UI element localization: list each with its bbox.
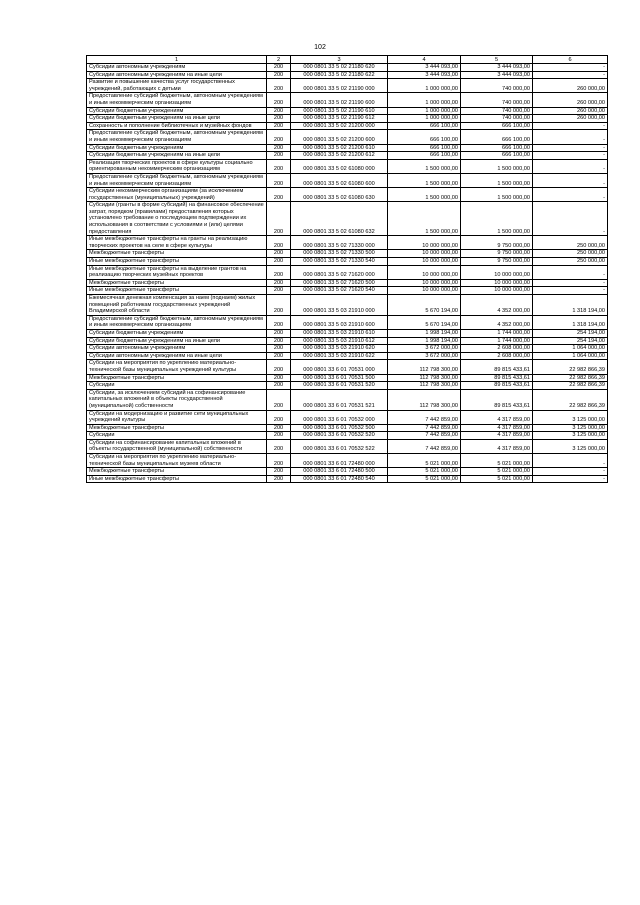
row-unexecuted: 1 318 194,00 (533, 315, 608, 329)
table-row (87, 258, 608, 266)
row-line-code: 200 (267, 265, 291, 279)
row-approved: 1 000 000,00 (388, 93, 461, 107)
row-budget-code: 000 0801 33 5 02 21200 612 (291, 152, 388, 160)
table-row (87, 374, 608, 382)
table-row (87, 173, 608, 187)
row-approved: 7 442 859,00 (388, 439, 461, 453)
row-budget-code: 000 0801 33 6 01 70531 500 (291, 374, 388, 382)
column-header: 3 (291, 56, 388, 64)
row-unexecuted: 22 982 866,39 (533, 360, 608, 374)
row-name: Иные межбюджетные трансферты на гранты на реализацию творческих проектов на селе в сфере культуры (87, 236, 267, 250)
table-row (87, 389, 608, 410)
row-approved: 3 444 093,00 (388, 71, 461, 79)
row-line-code: 200 (267, 279, 291, 287)
row-name: Субсидии на софинансирование капитальных вложений в объекты государственной (муниципальной) собственности (87, 439, 267, 453)
column-header: 4 (388, 56, 461, 64)
row-line-code: 200 (267, 130, 291, 144)
row-executed: 89 815 433,61 (461, 360, 533, 374)
row-unexecuted: - (533, 265, 608, 279)
row-line-code: 200 (267, 93, 291, 107)
row-executed: 10 000 000,00 (461, 265, 533, 279)
row-name: Реализация творческих проектов в сфере культуры социально ориентированным некоммерческим организациям (87, 159, 267, 173)
row-unexecuted: 3 125 000,00 (533, 439, 608, 453)
row-budget-code: 000 0801 33 5 03 21910 000 (291, 295, 388, 316)
row-budget-code: 000 0801 33 5 02 21190 610 (291, 107, 388, 115)
column-header: 5 (461, 56, 533, 64)
row-name: Межбюджетные трансферты (87, 250, 267, 258)
budget-table (86, 55, 608, 483)
row-executed: 3 444 093,00 (461, 71, 533, 79)
row-executed: 740 000,00 (461, 93, 533, 107)
row-line-code: 200 (267, 115, 291, 123)
row-unexecuted: - (533, 71, 608, 79)
table-row (87, 432, 608, 440)
row-approved: 1 000 000,00 (388, 107, 461, 115)
row-executed: 10 000 000,00 (461, 279, 533, 287)
row-executed: 5 021 000,00 (461, 468, 533, 476)
row-budget-code: 000 0801 33 6 01 70531 000 (291, 360, 388, 374)
row-line-code: 200 (267, 475, 291, 483)
row-name: Субсидии автономным учреждениям на иные цели (87, 352, 267, 360)
row-executed: 1 744 000,00 (461, 329, 533, 337)
row-name: Межбюджетные трансферты (87, 279, 267, 287)
row-line-code: 200 (267, 258, 291, 266)
row-budget-code: 000 0801 33 5 03 21910 612 (291, 337, 388, 345)
row-approved: 5 670 194,00 (388, 295, 461, 316)
row-unexecuted: - (533, 468, 608, 476)
row-line-code: 200 (267, 64, 291, 72)
table-row (87, 345, 608, 353)
column-header: 1 (87, 56, 267, 64)
row-unexecuted: 260 000,00 (533, 93, 608, 107)
table-row (87, 352, 608, 360)
row-executed: 9 750 000,00 (461, 258, 533, 266)
row-name: Развитие и повышение качества услуг государственных учреждений, работающих с детьми (87, 79, 267, 93)
table-row (87, 315, 608, 329)
row-executed: 1 500 000,00 (461, 202, 533, 236)
row-approved: 5 021 000,00 (388, 475, 461, 483)
row-line-code: 200 (267, 107, 291, 115)
row-budget-code: 000 0801 33 5 02 21190 000 (291, 79, 388, 93)
row-name: Субсидии бюджетным учреждениям (87, 144, 267, 152)
row-executed: 2 608 000,00 (461, 352, 533, 360)
row-approved: 666 100,00 (388, 144, 461, 152)
row-executed: 666 100,00 (461, 122, 533, 130)
row-name: Субсидии бюджетным учреждениям на иные цели (87, 115, 267, 123)
row-approved: 3 672 000,00 (388, 345, 461, 353)
row-line-code: 200 (267, 295, 291, 316)
row-budget-code: 000 0801 33 5 03 21910 622 (291, 352, 388, 360)
row-line-code: 200 (267, 152, 291, 160)
row-approved: 112 798 300,00 (388, 360, 461, 374)
row-budget-code: 000 0801 33 6 01 70532 520 (291, 432, 388, 440)
row-line-code: 200 (267, 250, 291, 258)
row-unexecuted: 1 318 194,00 (533, 295, 608, 316)
column-header: 6 (533, 56, 608, 64)
table-row (87, 295, 608, 316)
row-name: Сохранность и пополнение библиотечных и музейных фондов (87, 122, 267, 130)
table-body (87, 64, 608, 483)
row-line-code: 200 (267, 439, 291, 453)
row-approved: 1 998 194,00 (388, 337, 461, 345)
row-executed: 1 500 000,00 (461, 159, 533, 173)
table-row (87, 265, 608, 279)
table-row (87, 329, 608, 337)
row-approved: 1 000 000,00 (388, 115, 461, 123)
table-row (87, 107, 608, 115)
table-row (87, 79, 608, 93)
row-unexecuted: - (533, 188, 608, 202)
row-approved: 7 442 859,00 (388, 424, 461, 432)
row-budget-code: 000 0801 33 5 02 71330 540 (291, 258, 388, 266)
row-executed: 740 000,00 (461, 107, 533, 115)
row-approved: 1 500 000,00 (388, 173, 461, 187)
row-unexecuted: - (533, 130, 608, 144)
row-approved: 666 100,00 (388, 130, 461, 144)
row-budget-code: 000 0801 33 5 02 21200 610 (291, 144, 388, 152)
row-line-code: 200 (267, 236, 291, 250)
table-row (87, 159, 608, 173)
row-unexecuted: 260 000,00 (533, 115, 608, 123)
row-budget-code: 000 0801 33 5 02 61080 630 (291, 188, 388, 202)
row-line-code: 200 (267, 410, 291, 424)
table-row (87, 424, 608, 432)
row-line-code: 200 (267, 360, 291, 374)
row-name: Субсидии автономным учреждениям (87, 345, 267, 353)
row-budget-code: 000 0801 33 5 02 61080 000 (291, 159, 388, 173)
row-line-code: 200 (267, 374, 291, 382)
row-approved: 10 000 000,00 (388, 265, 461, 279)
row-budget-code: 000 0801 33 5 03 21910 610 (291, 329, 388, 337)
row-name: Иные межбюджетные трансферты (87, 287, 267, 295)
row-executed: 1 744 000,00 (461, 337, 533, 345)
table-row (87, 144, 608, 152)
row-budget-code: 000 0801 33 5 02 21200 000 (291, 122, 388, 130)
row-line-code: 200 (267, 287, 291, 295)
row-approved: 10 000 000,00 (388, 250, 461, 258)
row-executed: 4 352 000,00 (461, 315, 533, 329)
table-row (87, 188, 608, 202)
row-unexecuted: - (533, 122, 608, 130)
row-name: Субсидии на модернизацию и развитие сети муниципальных учреждений культуры (87, 410, 267, 424)
row-unexecuted: - (533, 144, 608, 152)
row-name: Межбюджетные трансферты (87, 424, 267, 432)
row-executed: 10 000 000,00 (461, 287, 533, 295)
row-executed: 4 317 859,00 (461, 432, 533, 440)
row-name: Предоставление субсидий бюджетным, автономным учреждениям и иным некоммерческим организациям (87, 93, 267, 107)
row-executed: 2 608 000,00 (461, 345, 533, 353)
row-name: Субсидии (87, 382, 267, 390)
row-line-code: 200 (267, 352, 291, 360)
table-row (87, 236, 608, 250)
row-budget-code: 000 0801 33 6 01 72480 500 (291, 468, 388, 476)
table-row (87, 337, 608, 345)
row-unexecuted: 250 000,00 (533, 250, 608, 258)
row-executed: 3 444 093,00 (461, 64, 533, 72)
row-name: Субсидии автономным учреждениям на иные цели (87, 71, 267, 79)
row-name: Иные межбюджетные трансферты (87, 475, 267, 483)
row-unexecuted: 260 000,00 (533, 107, 608, 115)
table-row (87, 152, 608, 160)
row-name: Субсидии (87, 432, 267, 440)
row-approved: 5 670 194,00 (388, 315, 461, 329)
row-executed: 5 021 000,00 (461, 454, 533, 468)
row-unexecuted: - (533, 202, 608, 236)
row-unexecuted: 3 125 000,00 (533, 424, 608, 432)
row-name: Предоставление субсидий бюджетным, автономным учреждениям и иным некоммерческим организациям (87, 130, 267, 144)
table-row (87, 468, 608, 476)
row-approved: 1 998 194,00 (388, 329, 461, 337)
row-name: Иные межбюджетные трансферты на выделение грантов на реализацию творческих музейных проектов (87, 265, 267, 279)
row-line-code: 200 (267, 173, 291, 187)
row-budget-code: 000 0801 33 6 01 70531 521 (291, 389, 388, 410)
row-unexecuted: - (533, 159, 608, 173)
row-name: Субсидии бюджетным учреждениям на иные цели (87, 337, 267, 345)
row-approved: 10 000 000,00 (388, 287, 461, 295)
row-line-code: 200 (267, 432, 291, 440)
row-approved: 1 500 000,00 (388, 188, 461, 202)
row-executed: 9 750 000,00 (461, 236, 533, 250)
row-budget-code: 000 0801 33 5 02 71330 000 (291, 236, 388, 250)
row-budget-code: 000 0801 33 5 02 21190 600 (291, 93, 388, 107)
row-unexecuted: 22 982 866,39 (533, 374, 608, 382)
row-approved: 112 798 300,00 (388, 389, 461, 410)
row-unexecuted: - (533, 287, 608, 295)
row-line-code: 200 (267, 389, 291, 410)
row-budget-code: 000 0801 33 5 02 71620 000 (291, 265, 388, 279)
row-budget-code: 000 0801 33 6 01 70531 520 (291, 382, 388, 390)
row-line-code: 200 (267, 202, 291, 236)
row-budget-code: 000 0801 33 5 02 21200 600 (291, 130, 388, 144)
table-row (87, 410, 608, 424)
row-unexecuted: 260 000,00 (533, 79, 608, 93)
row-approved: 112 798 300,00 (388, 382, 461, 390)
row-line-code: 200 (267, 345, 291, 353)
table-row (87, 71, 608, 79)
page-number: 102 (314, 44, 326, 51)
row-unexecuted: 254 194,00 (533, 337, 608, 345)
row-budget-code: 000 0801 33 5 02 21180 620 (291, 64, 388, 72)
row-approved: 5 021 000,00 (388, 468, 461, 476)
row-name: Предоставление субсидий бюджетным, автономным учреждениям и иным некоммерческим организациям (87, 173, 267, 187)
row-unexecuted: 250 000,00 (533, 236, 608, 250)
table-row (87, 439, 608, 453)
row-executed: 4 317 859,00 (461, 410, 533, 424)
row-line-code: 200 (267, 468, 291, 476)
row-budget-code: 000 0801 33 6 01 70532 000 (291, 410, 388, 424)
row-executed: 4 317 859,00 (461, 439, 533, 453)
table-row (87, 93, 608, 107)
row-budget-code: 000 0801 33 6 01 70532 522 (291, 439, 388, 453)
column-header: 2 (267, 56, 291, 64)
table-row (87, 279, 608, 287)
table-row (87, 202, 608, 236)
row-name: Субсидии на мероприятия по укреплению материально-технической базы муниципальных учреждений культуры (87, 360, 267, 374)
row-line-code: 200 (267, 454, 291, 468)
row-budget-code: 000 0801 33 5 02 61080 600 (291, 173, 388, 187)
row-budget-code: 000 0801 33 6 01 70532 500 (291, 424, 388, 432)
row-name: Субсидии бюджетным учреждениям на иные цели (87, 152, 267, 160)
row-executed: 89 815 433,61 (461, 389, 533, 410)
row-unexecuted: 3 125 000,00 (533, 432, 608, 440)
row-line-code: 200 (267, 382, 291, 390)
row-budget-code: 000 0801 33 5 02 71620 500 (291, 279, 388, 287)
row-approved: 1 500 000,00 (388, 202, 461, 236)
table-row (87, 360, 608, 374)
row-executed: 1 500 000,00 (461, 173, 533, 187)
row-line-code: 200 (267, 144, 291, 152)
table-row (87, 115, 608, 123)
row-unexecuted: - (533, 173, 608, 187)
row-budget-code: 000 0801 33 5 02 61080 632 (291, 202, 388, 236)
row-approved: 112 798 300,00 (388, 374, 461, 382)
row-name: Субсидии, за исключением субсидий на софинансирование капитальных вложений в объекты государственной (муниципальной) собственности (87, 389, 267, 410)
row-approved: 10 000 000,00 (388, 236, 461, 250)
row-executed: 4 317 859,00 (461, 424, 533, 432)
row-unexecuted: - (533, 152, 608, 160)
row-executed: 5 021 000,00 (461, 475, 533, 483)
row-approved: 10 000 000,00 (388, 258, 461, 266)
row-name: Субсидии бюджетным учреждениям (87, 107, 267, 115)
row-name: Межбюджетные трансферты (87, 374, 267, 382)
row-executed: 666 100,00 (461, 144, 533, 152)
row-approved: 666 100,00 (388, 122, 461, 130)
row-name: Субсидии некоммерческим организациям (за исключением государственных (муниципальных) учреждений) (87, 188, 267, 202)
row-line-code: 200 (267, 188, 291, 202)
table-row (87, 122, 608, 130)
row-approved: 10 000 000,00 (388, 279, 461, 287)
row-name: Субсидии (гранты в форме субсидий) на финансовое обеспечение затрат, порядком (правилами) предоставления которых установлено требование о последующем подтверждении их использования в соответствии с условиями и (или) целями предоставления (87, 202, 267, 236)
row-name: Ежемесячная денежная компенсация за наем (поднаем) жилых помещений работникам государственных учреждений Владимирской области (87, 295, 267, 316)
row-line-code: 200 (267, 315, 291, 329)
row-executed: 666 100,00 (461, 130, 533, 144)
row-unexecuted: 22 982 866,39 (533, 389, 608, 410)
row-budget-code: 000 0801 33 5 02 71620 540 (291, 287, 388, 295)
row-unexecuted: - (533, 64, 608, 72)
row-budget-code: 000 0801 33 5 02 71330 500 (291, 250, 388, 258)
row-unexecuted: - (533, 454, 608, 468)
row-budget-code: 000 0801 33 5 03 21910 600 (291, 315, 388, 329)
row-name: Субсидии на мероприятия по укреплению материально-технической базы муниципальных музеев области (87, 454, 267, 468)
table-row (87, 382, 608, 390)
row-executed: 740 000,00 (461, 115, 533, 123)
table-header-row (87, 56, 608, 64)
table-row (87, 454, 608, 468)
row-line-code: 200 (267, 329, 291, 337)
row-approved: 7 442 859,00 (388, 410, 461, 424)
table-row (87, 250, 608, 258)
row-executed: 1 500 000,00 (461, 188, 533, 202)
row-unexecuted: - (533, 475, 608, 483)
row-approved: 1 000 000,00 (388, 79, 461, 93)
row-name: Межбюджетные трансферты (87, 468, 267, 476)
row-unexecuted: - (533, 279, 608, 287)
row-unexecuted: 1 064 000,00 (533, 352, 608, 360)
row-name: Субсидии бюджетным учреждениям (87, 329, 267, 337)
row-budget-code: 000 0801 33 5 03 21910 620 (291, 345, 388, 353)
row-unexecuted: 254 194,00 (533, 329, 608, 337)
row-unexecuted: 3 125 000,00 (533, 410, 608, 424)
row-name: Субсидии автономным учреждениям (87, 64, 267, 72)
row-approved: 5 021 000,00 (388, 454, 461, 468)
row-budget-code: 000 0801 33 6 01 72480 000 (291, 454, 388, 468)
row-line-code: 200 (267, 71, 291, 79)
row-unexecuted: 250 000,00 (533, 258, 608, 266)
row-unexecuted: 22 982 866,39 (533, 382, 608, 390)
row-executed: 4 352 000,00 (461, 295, 533, 316)
row-approved: 3 444 093,00 (388, 64, 461, 72)
row-name: Предоставление субсидий бюджетным, автономным учреждениям и иным некоммерческим организациям (87, 315, 267, 329)
row-executed: 9 750 000,00 (461, 250, 533, 258)
row-approved: 7 442 859,00 (388, 432, 461, 440)
row-line-code: 200 (267, 159, 291, 173)
table-row (87, 64, 608, 72)
row-executed: 666 100,00 (461, 152, 533, 160)
row-unexecuted: 1 064 000,00 (533, 345, 608, 353)
row-line-code: 200 (267, 122, 291, 130)
row-approved: 1 500 000,00 (388, 159, 461, 173)
row-line-code: 200 (267, 79, 291, 93)
row-approved: 666 100,00 (388, 152, 461, 160)
table-row (87, 287, 608, 295)
row-budget-code: 000 0801 33 5 02 21180 622 (291, 71, 388, 79)
table-row (87, 475, 608, 483)
table-row (87, 130, 608, 144)
row-approved: 3 672 000,00 (388, 352, 461, 360)
row-executed: 89 815 433,61 (461, 374, 533, 382)
row-line-code: 200 (267, 337, 291, 345)
row-budget-code: 000 0801 33 5 02 21190 612 (291, 115, 388, 123)
row-executed: 89 815 433,61 (461, 382, 533, 390)
row-name: Иные межбюджетные трансферты (87, 258, 267, 266)
row-line-code: 200 (267, 424, 291, 432)
row-budget-code: 000 0801 33 6 01 72480 540 (291, 475, 388, 483)
row-executed: 740 000,00 (461, 79, 533, 93)
